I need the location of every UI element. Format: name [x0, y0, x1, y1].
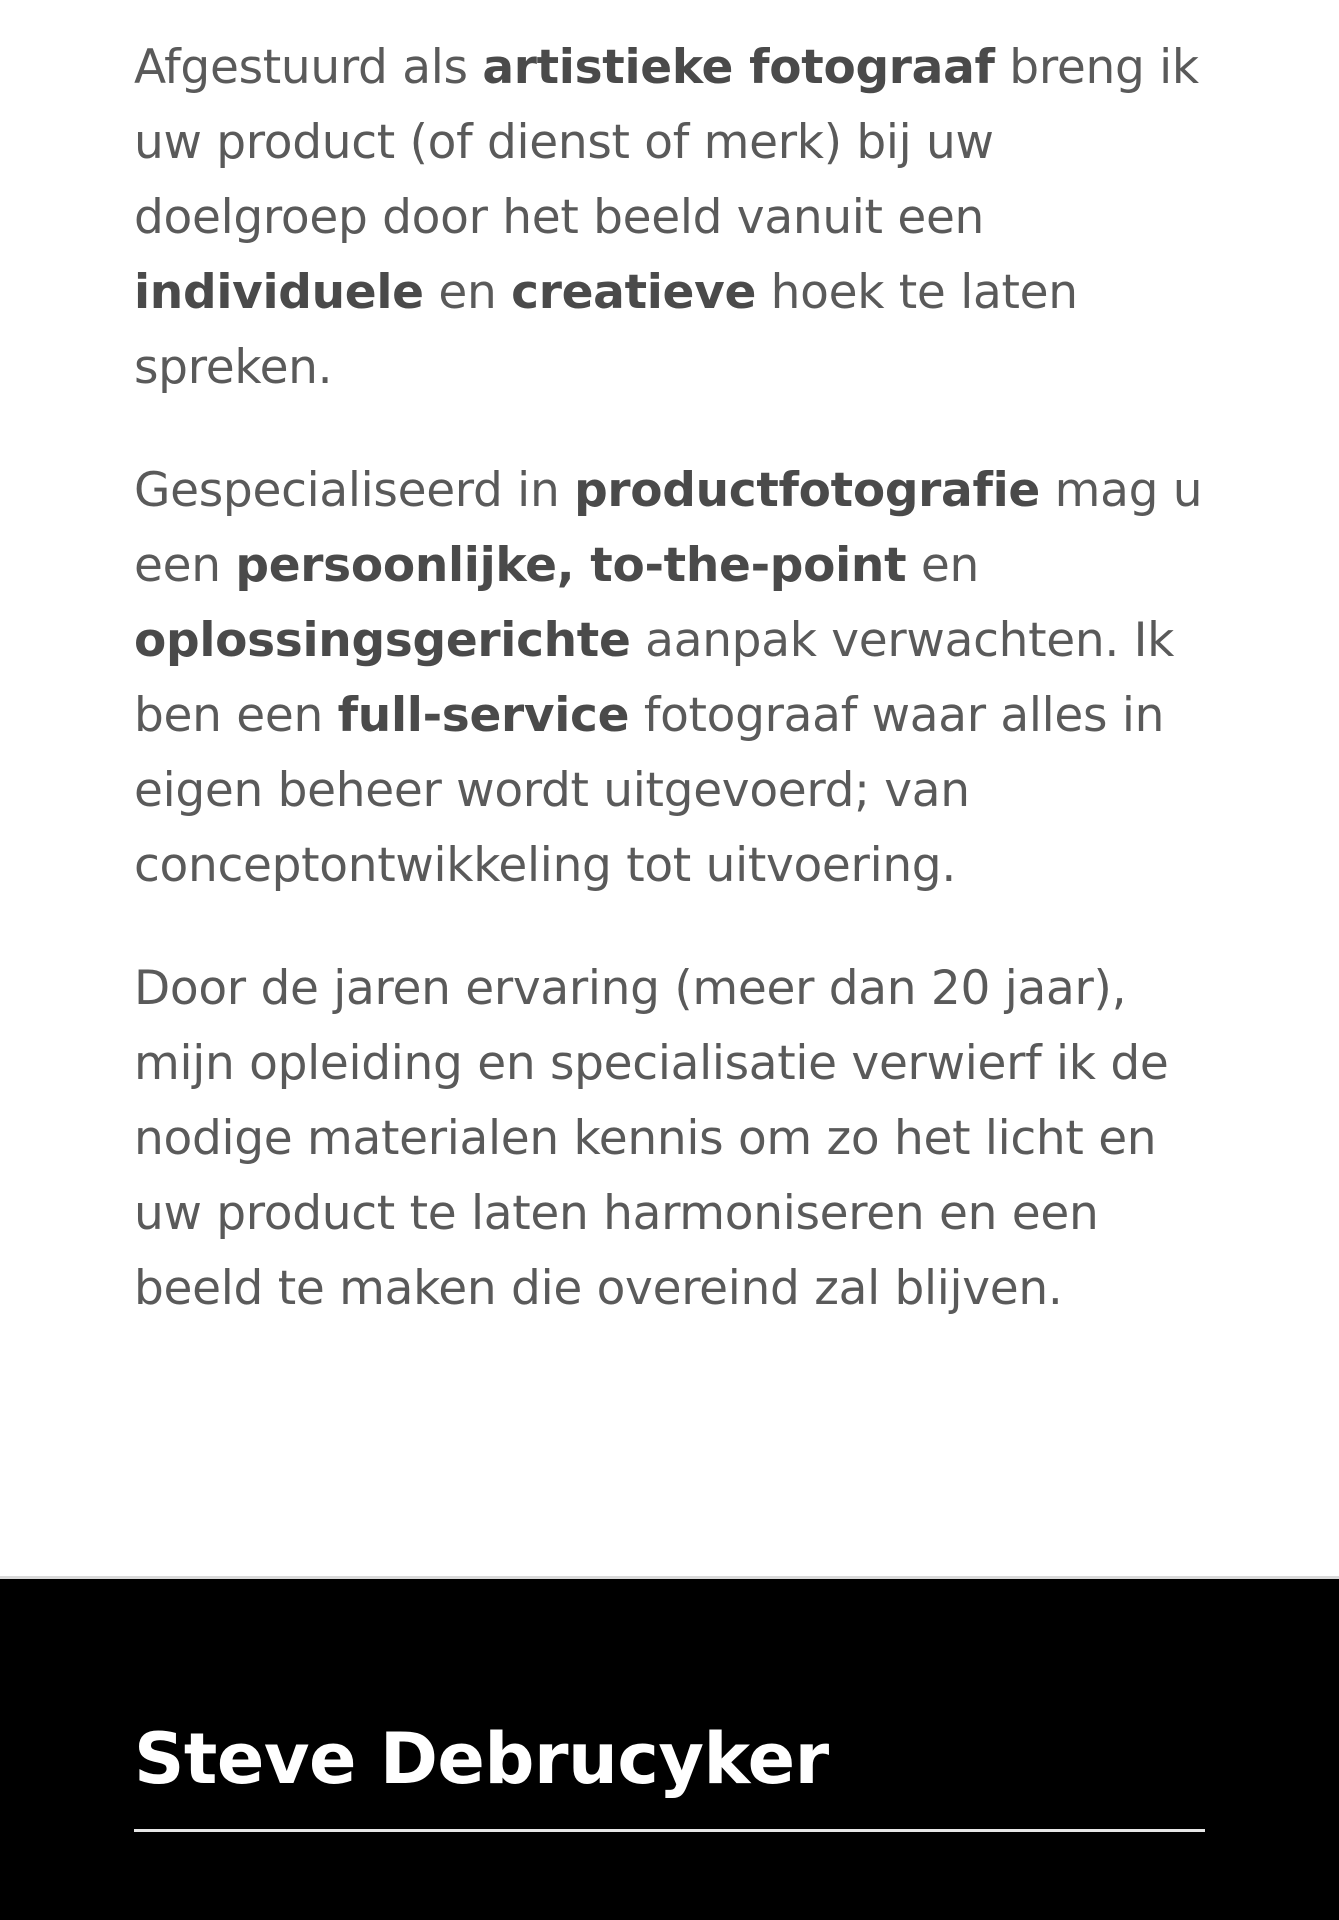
text-segment: fotograaf waar alles in eigen beheer wordt uitgevoerd; van conceptontwikkeling tot uitvoering. — [134, 688, 1165, 893]
emphasis-text: creatieve — [511, 265, 757, 320]
emphasis-text: individuele — [134, 265, 424, 320]
emphasis-text: persoonlijke, to-the-point — [235, 538, 907, 593]
text-segment: Gespecialiseerd in — [134, 463, 575, 518]
text-segment: en — [423, 265, 512, 320]
text-segment: Door de jaren ervaring (meer dan 20 jaar), mijn opleiding en specialisatie verwierf ik de nodige materialen kennis om zo het licht en uw product te laten harmoniseren en een beeld te maken die overeind zal blijven. — [134, 961, 1169, 1316]
emphasis-text: oplossingsgerichte — [134, 613, 631, 668]
footer-underline — [134, 1829, 1205, 1832]
text-segment: breng ik uw product (of dienst of merk) bij uw doelgroep door het beeld vanuit een — [134, 40, 1199, 245]
text-segment: hoek te laten spreken. — [134, 265, 1078, 395]
footer — [0, 1579, 1339, 1920]
intro-paragraph — [134, 30, 1214, 405]
experience-paragraph — [134, 951, 1214, 1326]
specialization-paragraph — [134, 453, 1214, 903]
emphasis-text: productfotografie — [574, 463, 1040, 518]
main-content — [134, 30, 1214, 1374]
text-segment: mag u een — [134, 463, 1203, 593]
emphasis-text: full-service — [337, 688, 630, 743]
footer-title: Steve Debrucyker — [134, 1718, 829, 1800]
emphasis-text: artistieke fotograaf — [482, 40, 995, 95]
text-segment: Afgestuurd als — [134, 40, 483, 95]
text-segment: aanpak verwachten. Ik ben een — [134, 613, 1175, 743]
text-segment: en — [906, 538, 980, 593]
